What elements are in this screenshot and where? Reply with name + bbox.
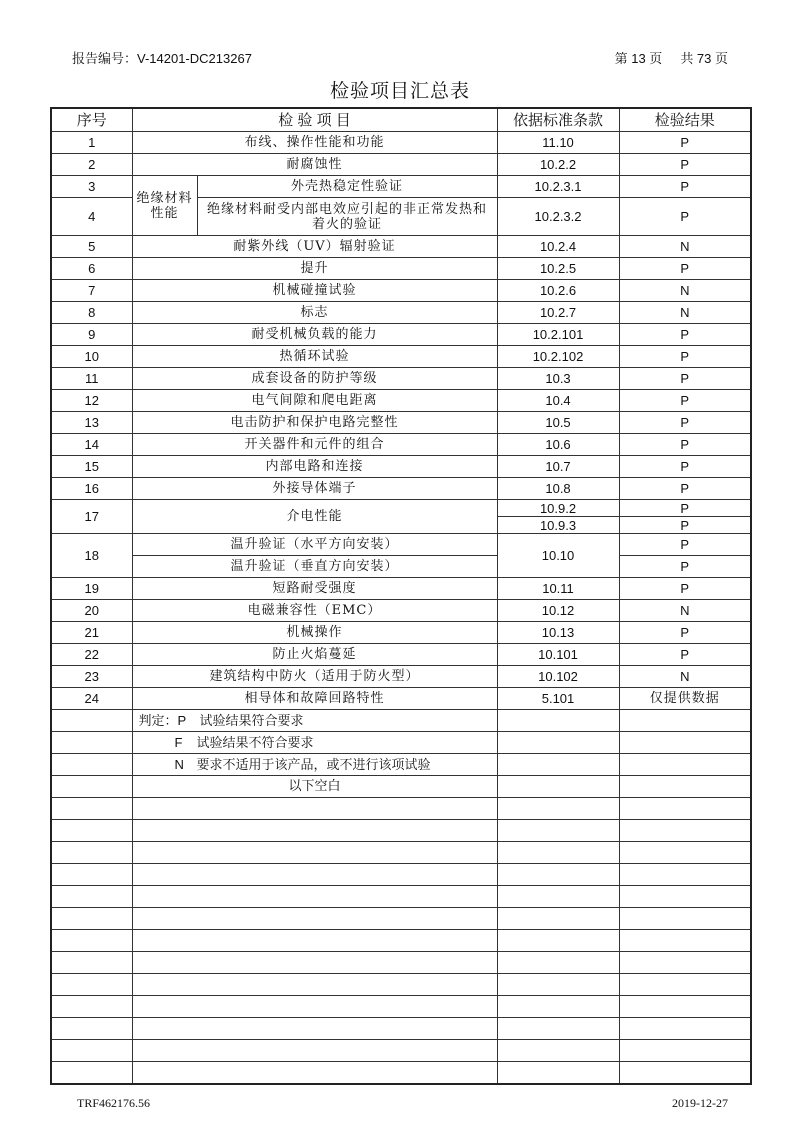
row-result: P	[619, 176, 751, 198]
row-no: 1	[51, 132, 132, 154]
row-result: P	[619, 258, 751, 280]
legend-f: F 试验结果不符合要求	[132, 732, 497, 754]
page-title: 检验项目汇总表	[329, 81, 470, 102]
row-item: 开关器件和元件的组合	[132, 434, 497, 456]
row-result: 仅提供数据	[619, 688, 751, 710]
row-clause: 10.13	[497, 622, 619, 644]
row-clause: 10.2.7	[497, 302, 619, 324]
col-header-clause: 依据标准条款	[497, 108, 619, 132]
row-item: 电击防护和保护电路完整性	[132, 412, 497, 434]
row-clause: 10.2.4	[497, 236, 619, 258]
row-result: N	[619, 236, 751, 258]
table-row	[51, 132, 751, 154]
row-no: 21	[51, 622, 132, 644]
page-indicator	[615, 48, 728, 67]
row-clause: 10.12	[497, 600, 619, 622]
row-result: P	[619, 534, 751, 556]
empty-row	[51, 974, 751, 996]
table-row	[51, 478, 751, 500]
table-row	[51, 154, 751, 176]
row-result: P	[619, 412, 751, 434]
row-no: 10	[51, 346, 132, 368]
row-no: 12	[51, 390, 132, 412]
empty-row	[51, 930, 751, 952]
report-number: 报告编号：V-14201-DC213267	[72, 51, 252, 66]
empty-row	[51, 798, 751, 820]
row-result: P	[619, 346, 751, 368]
inspection-summary-table	[50, 107, 752, 1085]
table-row	[51, 500, 751, 517]
row-item: 建筑结构中防火（适用于防火型）	[132, 666, 497, 688]
row-item: 防止火焰蔓延	[132, 644, 497, 666]
row-result: P	[619, 132, 751, 154]
row-clause: 10.2.3.1	[497, 176, 619, 198]
table-row	[51, 176, 751, 198]
empty-row	[51, 842, 751, 864]
table-row	[51, 346, 751, 368]
row-clause: 10.6	[497, 434, 619, 456]
row-item: 内部电路和连接	[132, 456, 497, 478]
row-item: 相导体和故障回路特性	[132, 688, 497, 710]
row-result: P	[619, 368, 751, 390]
row-clause: 10.7	[497, 456, 619, 478]
table-row	[51, 456, 751, 478]
row-no: 4	[51, 198, 132, 236]
row-no: 16	[51, 478, 132, 500]
row-result: P	[619, 556, 751, 578]
row-item: 提升	[132, 258, 497, 280]
table-row	[51, 258, 751, 280]
table-row	[51, 434, 751, 456]
row-no: 13	[51, 412, 132, 434]
table-row	[51, 534, 751, 556]
row-result: N	[619, 666, 751, 688]
page-number: 第 13 页	[614, 51, 663, 66]
table-row	[51, 390, 751, 412]
row-result: P	[619, 390, 751, 412]
row-clause: 10.2.102	[497, 346, 619, 368]
row-item: 温升验证（垂直方向安装）	[132, 556, 497, 578]
row-no: 22	[51, 644, 132, 666]
table-row	[51, 666, 751, 688]
row-clause: 10.101	[497, 644, 619, 666]
row-result: P	[619, 517, 751, 534]
row-result: P	[619, 434, 751, 456]
table-row	[51, 324, 751, 346]
empty-row	[51, 886, 751, 908]
empty-row	[51, 996, 751, 1018]
row-clause: 10.9.3	[497, 517, 619, 534]
row-clause: 10.8	[497, 478, 619, 500]
row-item: 耐受机械负载的能力	[132, 324, 497, 346]
table-row	[51, 622, 751, 644]
row-item: 成套设备的防护等级	[132, 368, 497, 390]
row-result: P	[619, 644, 751, 666]
row-item: 热循环试验	[132, 346, 497, 368]
row-item: 机械操作	[132, 622, 497, 644]
row-clause: 10.2.6	[497, 280, 619, 302]
empty-row	[51, 952, 751, 974]
row-no: 9	[51, 324, 132, 346]
row-item: 耐紫外线（UV）辐射验证	[132, 236, 497, 258]
col-header-item: 检 验 项 目	[132, 108, 497, 132]
table-row	[51, 688, 751, 710]
row-no: 14	[51, 434, 132, 456]
row-item: 耐腐蚀性	[132, 154, 497, 176]
row-result: P	[619, 622, 751, 644]
legend-row	[51, 754, 751, 776]
empty-row	[51, 1040, 751, 1062]
row-result: P	[619, 500, 751, 517]
table-row	[51, 236, 751, 258]
row-clause: 10.2.3.2	[497, 198, 619, 236]
row-group-insulation: 绝缘材料性能	[132, 176, 197, 236]
row-item: 标志	[132, 302, 497, 324]
col-header-no: 序号	[51, 108, 132, 132]
row-no: 3	[51, 176, 132, 198]
row-clause: 10.2.5	[497, 258, 619, 280]
row-result: P	[619, 154, 751, 176]
table-header-row	[51, 108, 751, 132]
row-no: 5	[51, 236, 132, 258]
row-no: 15	[51, 456, 132, 478]
empty-row	[51, 1018, 751, 1040]
legend-row	[51, 776, 751, 798]
row-clause: 10.102	[497, 666, 619, 688]
empty-row	[51, 864, 751, 886]
table-row	[51, 556, 751, 578]
page-total: 共 73 页	[680, 51, 728, 66]
row-no: 7	[51, 280, 132, 302]
empty-row	[51, 1062, 751, 1085]
table-row	[51, 280, 751, 302]
table-row	[51, 412, 751, 434]
row-item: 机械碰撞试验	[132, 280, 497, 302]
row-item: 电气间隙和爬电距离	[132, 390, 497, 412]
row-no: 23	[51, 666, 132, 688]
legend-row	[51, 732, 751, 754]
row-no: 6	[51, 258, 132, 280]
row-item: 温升验证（水平方向安装）	[132, 534, 497, 556]
legend-p: 判定：P 试验结果符合要求	[132, 710, 497, 732]
row-clause: 10.9.2	[497, 500, 619, 517]
row-no: 2	[51, 154, 132, 176]
row-no: 11	[51, 368, 132, 390]
form-number: TRF462176.56	[77, 1096, 151, 1110]
row-item: 布线、操作性能和功能	[132, 132, 497, 154]
row-result: N	[619, 302, 751, 324]
row-clause: 10.2.2	[497, 154, 619, 176]
legend-row	[51, 710, 751, 732]
issue-date: 2019-12-27	[672, 1096, 728, 1110]
row-clause: 10.11	[497, 578, 619, 600]
col-header-result: 检验结果	[619, 108, 751, 132]
row-result: P	[619, 578, 751, 600]
row-item: 电磁兼容性（EMC）	[132, 600, 497, 622]
row-clause: 10.3	[497, 368, 619, 390]
row-clause: 10.4	[497, 390, 619, 412]
row-no: 8	[51, 302, 132, 324]
empty-row	[51, 820, 751, 842]
row-no: 20	[51, 600, 132, 622]
row-no: 19	[51, 578, 132, 600]
row-clause: 10.2.101	[497, 324, 619, 346]
row-clause: 10.5	[497, 412, 619, 434]
row-result: N	[619, 280, 751, 302]
row-clause: 10.10	[497, 534, 619, 578]
table-row	[51, 302, 751, 324]
row-result: N	[619, 600, 751, 622]
row-item: 外壳热稳定性验证	[197, 176, 497, 198]
row-result: P	[619, 478, 751, 500]
row-clause: 5.101	[497, 688, 619, 710]
empty-row	[51, 908, 751, 930]
table-row	[51, 368, 751, 390]
table-row	[51, 578, 751, 600]
row-no: 18	[51, 534, 132, 578]
row-clause: 11.10	[497, 132, 619, 154]
row-item: 绝缘材料耐受内部电效应引起的非正常发热和着火的验证	[197, 198, 497, 236]
row-result: P	[619, 324, 751, 346]
row-result: P	[619, 456, 751, 478]
row-result: P	[619, 198, 751, 236]
table-row	[51, 644, 751, 666]
legend-n: N 要求不适用于该产品，或不进行该项试验	[132, 754, 497, 776]
row-no: 17	[51, 500, 132, 534]
table-row	[51, 600, 751, 622]
blank-note: 以下空白	[132, 776, 497, 798]
row-no: 24	[51, 688, 132, 710]
row-item: 短路耐受强度	[132, 578, 497, 600]
row-item: 介电性能	[132, 500, 497, 534]
row-item: 外接导体端子	[132, 478, 497, 500]
